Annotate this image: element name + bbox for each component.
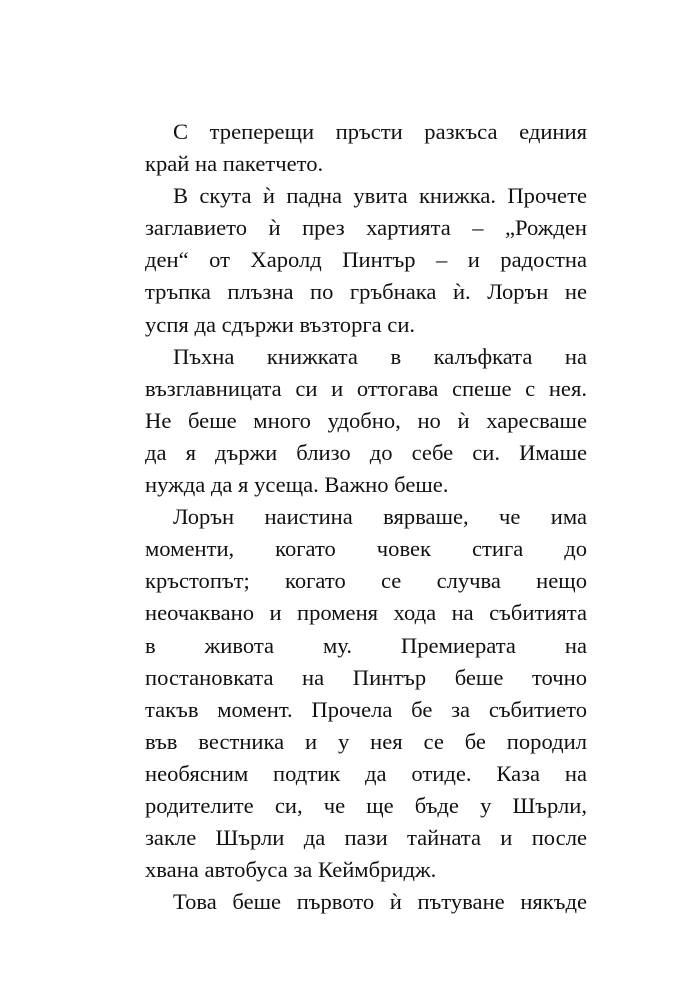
paragraph-2	[117, 180, 587, 340]
text-line: Това беше първото ѝ пътуване някъде	[173, 889, 587, 915]
text-line: неочаквано и променя хода на събитията	[145, 600, 587, 626]
text-line: Пъхна книжката в калъфката на	[173, 343, 587, 369]
text-line: Лорън наистина вярваше, че има	[173, 504, 587, 530]
paragraph-5	[117, 886, 587, 918]
text-line: заглавието ѝ през хартията – „Рожден	[145, 215, 587, 241]
text-line: край на пакетчето.	[145, 151, 324, 177]
text-line: Не беше много удобно, но ѝ харесваше	[145, 407, 587, 433]
text-line: успя да сдържи възторга си.	[145, 311, 416, 337]
text-line: в живота му. Премиерата на	[145, 632, 587, 658]
text-line: родителите си, че ще бъде у Шърли,	[145, 792, 587, 818]
text-line: закле Шърли да пази тайната и после	[145, 825, 587, 851]
text-line: В скута ѝ падна увита книжка. Прочете	[173, 183, 587, 209]
text-line: възглавницата си и оттогава спеше с нея.	[145, 375, 587, 401]
page-text	[117, 116, 587, 918]
text-line: ден“ от Харолд Пинтър – и радостна	[145, 247, 587, 273]
text-line: тръпка плъзна по гръбнака ѝ. Лорън не	[145, 279, 587, 305]
text-line: необясним подтик да отиде. Каза на	[145, 760, 587, 786]
paragraph-3	[117, 341, 587, 501]
text-line: хвана автобуса за Кеймбридж.	[145, 857, 437, 883]
text-line: кръстопът; когато се случва нещо	[145, 568, 587, 594]
paragraph-1	[117, 116, 587, 180]
text-line: да я държи близо до себе си. Имаше	[145, 439, 587, 465]
text-line: моменти, когато човек стига до	[145, 536, 587, 562]
text-line: такъв момент. Прочела бе за събитието	[145, 696, 587, 722]
text-line: нужда да я усеща. Важно беше.	[145, 472, 449, 498]
paragraph-4	[117, 501, 587, 886]
text-line: във вестника и у нея се бе породил	[145, 728, 587, 754]
text-line: постановката на Пинтър беше точно	[145, 664, 587, 690]
text-line: С треперещи пръсти разкъса единия	[173, 119, 587, 144]
